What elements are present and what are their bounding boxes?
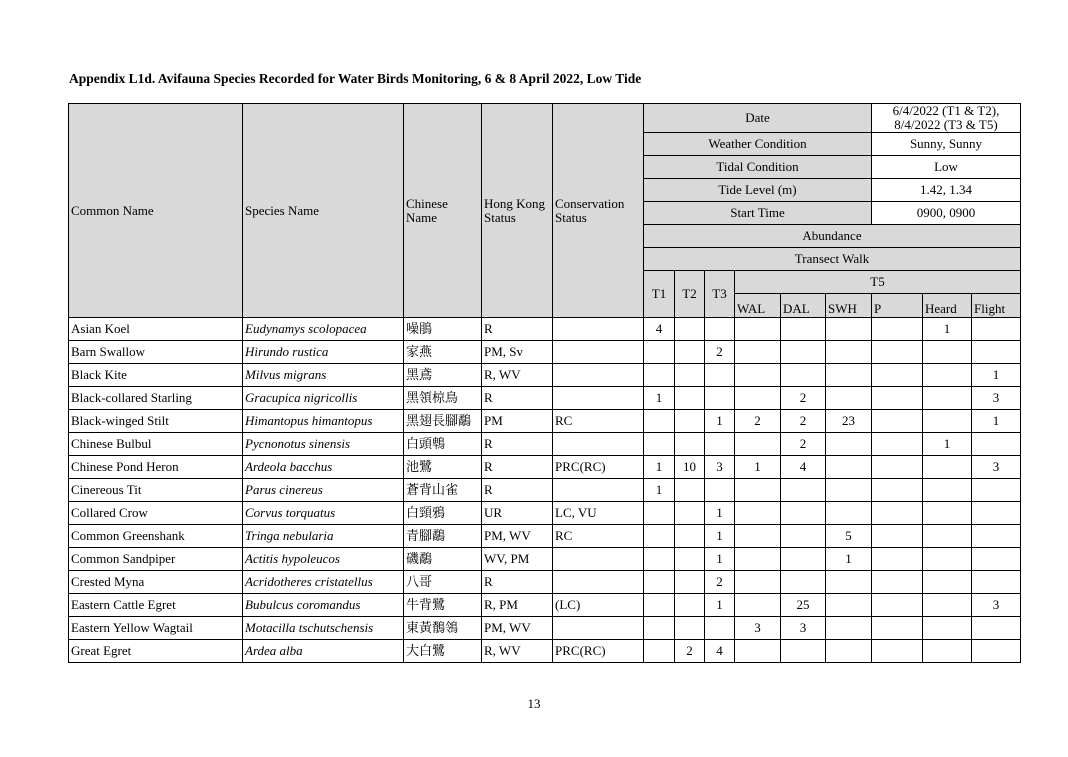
conservation-status-cell: RC (553, 525, 644, 548)
common-name-cell: Chinese Bulbul (69, 433, 243, 456)
page-number: 13 (527, 696, 541, 711)
wal-count-cell: 2 (735, 410, 781, 433)
flight-count-cell (972, 525, 1021, 548)
hk-status-cell: R, WV (482, 640, 553, 663)
hk-status-cell: R (482, 571, 553, 594)
header-weather-value: Sunny, Sunny (872, 133, 1021, 156)
dal-count-cell (781, 341, 826, 364)
flight-count-cell (972, 548, 1021, 571)
conservation-status-cell (553, 364, 644, 387)
flight-count-cell (972, 617, 1021, 640)
heard-count-cell (923, 364, 972, 387)
t3-count-cell (705, 387, 735, 410)
hk-status-cell: PM, Sv (482, 341, 553, 364)
t2-count-cell (675, 341, 705, 364)
wal-count-cell (735, 318, 781, 341)
conservation-status-cell (553, 387, 644, 410)
swh-count-cell (826, 571, 872, 594)
t2-count-cell (675, 479, 705, 502)
wal-count-cell (735, 387, 781, 410)
swh-count-cell (826, 387, 872, 410)
flight-count-cell: 1 (972, 364, 1021, 387)
p-count-cell (872, 318, 923, 341)
swh-count-cell (826, 617, 872, 640)
chinese-name-cell: 池鷺 (404, 456, 482, 479)
wal-count-cell (735, 364, 781, 387)
swh-count-cell (826, 433, 872, 456)
t2-count-cell: 10 (675, 456, 705, 479)
t1-count-cell (644, 433, 675, 456)
chinese-name-cell: 大白鷺 (404, 640, 482, 663)
t3-count-cell (705, 433, 735, 456)
common-name-cell: Common Sandpiper (69, 548, 243, 571)
heard-count-cell (923, 571, 972, 594)
header-transect-walk: Transect Walk (644, 248, 1021, 271)
species-name-cell: Ardea alba (243, 640, 404, 663)
swh-count-cell (826, 594, 872, 617)
t1-count-cell (644, 410, 675, 433)
heard-count-cell: 1 (923, 318, 972, 341)
t2-count-cell (675, 364, 705, 387)
heard-count-cell (923, 594, 972, 617)
t3-count-cell: 1 (705, 410, 735, 433)
t1-count-cell (644, 502, 675, 525)
header-tide-level-value: 1.42, 1.34 (872, 179, 1021, 202)
hk-status-cell: R (482, 433, 553, 456)
header-hk-status: Hong Kong Status (482, 104, 553, 318)
heard-count-cell (923, 617, 972, 640)
hk-status-cell: PM, WV (482, 617, 553, 640)
swh-count-cell (826, 341, 872, 364)
flight-count-cell (972, 479, 1021, 502)
swh-count-cell: 5 (826, 525, 872, 548)
chinese-name-cell: 八哥 (404, 571, 482, 594)
header-swh: SWH (826, 294, 872, 318)
header-wal: WAL (735, 294, 781, 318)
species-name-cell: Parus cinereus (243, 479, 404, 502)
chinese-name-cell: 白頸鴉 (404, 502, 482, 525)
dal-count-cell: 4 (781, 456, 826, 479)
chinese-name-cell: 青腳鷸 (404, 525, 482, 548)
species-name-cell: Milvus migrans (243, 364, 404, 387)
chinese-name-cell: 黑鳶 (404, 364, 482, 387)
conservation-status-cell (553, 341, 644, 364)
flight-count-cell: 3 (972, 456, 1021, 479)
header-tidal-value: Low (872, 156, 1021, 179)
t3-count-cell (705, 617, 735, 640)
species-name-cell: Tringa nebularia (243, 525, 404, 548)
conservation-status-cell (553, 617, 644, 640)
chinese-name-cell: 磯鷸 (404, 548, 482, 571)
hk-status-cell: R (482, 387, 553, 410)
dal-count-cell (781, 525, 826, 548)
hk-status-cell: UR (482, 502, 553, 525)
dal-count-cell: 2 (781, 433, 826, 456)
header-conservation-status: Conservation Status (553, 104, 644, 318)
heard-count-cell (923, 387, 972, 410)
species-name-cell: Himantopus himantopus (243, 410, 404, 433)
common-name-cell: Barn Swallow (69, 341, 243, 364)
common-name-cell: Eastern Yellow Wagtail (69, 617, 243, 640)
species-name-cell: Acridotheres cristatellus (243, 571, 404, 594)
table-row (69, 341, 1021, 364)
header-start-time-value: 0900, 0900 (872, 202, 1021, 225)
common-name-cell: Great Egret (69, 640, 243, 663)
swh-count-cell: 23 (826, 410, 872, 433)
chinese-name-cell: 噪鵑 (404, 318, 482, 341)
species-name-cell: Hirundo rustica (243, 341, 404, 364)
flight-count-cell (972, 502, 1021, 525)
dal-count-cell (781, 318, 826, 341)
header-flight: Flight (972, 294, 1021, 318)
dal-count-cell (781, 479, 826, 502)
hk-status-cell: R (482, 479, 553, 502)
table-row (69, 525, 1021, 548)
wal-count-cell (735, 341, 781, 364)
p-count-cell (872, 364, 923, 387)
heard-count-cell (923, 502, 972, 525)
chinese-name-cell: 東黃鶺鴒 (404, 617, 482, 640)
species-name-cell: Corvus torquatus (243, 502, 404, 525)
common-name-cell: Collared Crow (69, 502, 243, 525)
chinese-name-cell: 黑領椋鳥 (404, 387, 482, 410)
wal-count-cell: 3 (735, 617, 781, 640)
swh-count-cell: 1 (826, 548, 872, 571)
conservation-status-cell: LC, VU (553, 502, 644, 525)
t3-count-cell (705, 318, 735, 341)
t2-count-cell (675, 548, 705, 571)
conservation-status-cell (553, 479, 644, 502)
t3-count-cell: 1 (705, 594, 735, 617)
swh-count-cell (826, 364, 872, 387)
table-body (69, 318, 1021, 663)
common-name-cell: Crested Myna (69, 571, 243, 594)
header-common-name: Common Name (69, 104, 243, 318)
conservation-status-cell: PRC(RC) (553, 640, 644, 663)
conservation-status-cell (553, 318, 644, 341)
table-row (69, 318, 1021, 341)
species-name-cell: Ardeola bacchus (243, 456, 404, 479)
wal-count-cell (735, 479, 781, 502)
flight-count-cell: 3 (972, 594, 1021, 617)
t3-count-cell: 1 (705, 548, 735, 571)
flight-count-cell (972, 571, 1021, 594)
table-row (69, 364, 1021, 387)
species-name-cell: Bubulcus coromandus (243, 594, 404, 617)
header-start-time-label: Start Time (644, 202, 872, 225)
table-row (69, 571, 1021, 594)
t1-count-cell (644, 364, 675, 387)
header-date-value: 6/4/2022 (T1 & T2), 8/4/2022 (T3 & T5) (872, 104, 1021, 133)
common-name-cell: Common Greenshank (69, 525, 243, 548)
species-name-cell: Motacilla tschutschensis (243, 617, 404, 640)
t2-count-cell (675, 387, 705, 410)
swh-count-cell (826, 456, 872, 479)
t1-count-cell (644, 341, 675, 364)
p-count-cell (872, 341, 923, 364)
swh-count-cell (826, 479, 872, 502)
dal-count-cell: 2 (781, 387, 826, 410)
wal-count-cell (735, 571, 781, 594)
p-count-cell (872, 571, 923, 594)
dal-count-cell (781, 502, 826, 525)
species-name-cell: Eudynamys scolopacea (243, 318, 404, 341)
t2-count-cell (675, 318, 705, 341)
swh-count-cell (826, 640, 872, 663)
t3-count-cell: 4 (705, 640, 735, 663)
p-count-cell (872, 410, 923, 433)
t3-count-cell: 1 (705, 502, 735, 525)
common-name-cell: Asian Koel (69, 318, 243, 341)
t3-count-cell (705, 364, 735, 387)
t1-count-cell: 1 (644, 387, 675, 410)
table-row (69, 479, 1021, 502)
conservation-status-cell: RC (553, 410, 644, 433)
table-header (69, 104, 1021, 318)
t1-count-cell (644, 571, 675, 594)
dal-count-cell: 25 (781, 594, 826, 617)
t1-count-cell (644, 640, 675, 663)
header-abundance: Abundance (644, 225, 1021, 248)
hk-status-cell: R, PM (482, 594, 553, 617)
header-t2: T2 (675, 271, 705, 318)
header-chinese-name: Chinese Name (404, 104, 482, 318)
header-dal: DAL (781, 294, 826, 318)
wal-count-cell (735, 548, 781, 571)
chinese-name-cell: 家燕 (404, 341, 482, 364)
p-count-cell (872, 387, 923, 410)
species-name-cell: Actitis hypoleucos (243, 548, 404, 571)
heard-count-cell (923, 456, 972, 479)
t2-count-cell: 2 (675, 640, 705, 663)
t1-count-cell (644, 525, 675, 548)
t2-count-cell (675, 525, 705, 548)
header-t5: T5 (735, 271, 1021, 294)
p-count-cell (872, 640, 923, 663)
p-count-cell (872, 525, 923, 548)
t2-count-cell (675, 410, 705, 433)
flight-count-cell: 1 (972, 410, 1021, 433)
t3-count-cell: 3 (705, 456, 735, 479)
flight-count-cell (972, 318, 1021, 341)
hk-status-cell: R (482, 318, 553, 341)
common-name-cell: Eastern Cattle Egret (69, 594, 243, 617)
header-t3: T3 (705, 271, 735, 318)
chinese-name-cell: 牛背鷺 (404, 594, 482, 617)
conservation-status-cell (553, 571, 644, 594)
t3-count-cell: 2 (705, 341, 735, 364)
conservation-status-cell: PRC(RC) (553, 456, 644, 479)
conservation-status-cell: (LC) (553, 594, 644, 617)
wal-count-cell (735, 594, 781, 617)
t1-count-cell (644, 548, 675, 571)
p-count-cell (872, 502, 923, 525)
t2-count-cell (675, 617, 705, 640)
table-row (69, 410, 1021, 433)
common-name-cell: Black Kite (69, 364, 243, 387)
heard-count-cell (923, 525, 972, 548)
species-table (68, 103, 1021, 663)
p-count-cell (872, 456, 923, 479)
header-heard: Heard (923, 294, 972, 318)
common-name-cell: Cinereous Tit (69, 479, 243, 502)
common-name-cell: Black-collared Starling (69, 387, 243, 410)
header-tide-level-label: Tide Level (m) (644, 179, 872, 202)
wal-count-cell (735, 502, 781, 525)
wal-count-cell (735, 525, 781, 548)
hk-status-cell: WV, PM (482, 548, 553, 571)
dal-count-cell: 2 (781, 410, 826, 433)
wal-count-cell (735, 640, 781, 663)
hk-status-cell: PM, WV (482, 525, 553, 548)
flight-count-cell (972, 433, 1021, 456)
t1-count-cell (644, 617, 675, 640)
flight-count-cell: 3 (972, 387, 1021, 410)
header-tidal-label: Tidal Condition (644, 156, 872, 179)
table-row (69, 433, 1021, 456)
swh-count-cell (826, 318, 872, 341)
flight-count-cell (972, 640, 1021, 663)
heard-count-cell (923, 341, 972, 364)
t1-count-cell: 1 (644, 456, 675, 479)
table-row (69, 456, 1021, 479)
species-name-cell: Pycnonotus sinensis (243, 433, 404, 456)
p-count-cell (872, 617, 923, 640)
p-count-cell (872, 433, 923, 456)
table-row (69, 640, 1021, 663)
hk-status-cell: R, WV (482, 364, 553, 387)
t2-count-cell (675, 502, 705, 525)
species-name-cell: Gracupica nigricollis (243, 387, 404, 410)
table-row (69, 548, 1021, 571)
heard-count-cell (923, 640, 972, 663)
page-title: Appendix L1d. Avifauna Species Recorded for Water Birds Monitoring, 6 & 8 April 2022, Low Tide (69, 71, 642, 86)
dal-count-cell (781, 640, 826, 663)
t3-count-cell: 1 (705, 525, 735, 548)
chinese-name-cell: 蒼背山雀 (404, 479, 482, 502)
table-row (69, 502, 1021, 525)
heard-count-cell (923, 479, 972, 502)
hk-status-cell: PM (482, 410, 553, 433)
t2-count-cell (675, 571, 705, 594)
t1-count-cell: 4 (644, 318, 675, 341)
hk-status-cell: R (482, 456, 553, 479)
dal-count-cell (781, 548, 826, 571)
chinese-name-cell: 白頭鵯 (404, 433, 482, 456)
table-row (69, 387, 1021, 410)
p-count-cell (872, 594, 923, 617)
conservation-status-cell (553, 548, 644, 571)
p-count-cell (872, 479, 923, 502)
dal-count-cell: 3 (781, 617, 826, 640)
t2-count-cell (675, 433, 705, 456)
flight-count-cell (972, 341, 1021, 364)
conservation-status-cell (553, 433, 644, 456)
table-row (69, 617, 1021, 640)
heard-count-cell: 1 (923, 433, 972, 456)
dal-count-cell (781, 571, 826, 594)
common-name-cell: Black-winged Stilt (69, 410, 243, 433)
wal-count-cell (735, 433, 781, 456)
common-name-cell: Chinese Pond Heron (69, 456, 243, 479)
header-weather-label: Weather Condition (644, 133, 872, 156)
dal-count-cell (781, 364, 826, 387)
t3-count-cell (705, 479, 735, 502)
heard-count-cell (923, 548, 972, 571)
swh-count-cell (826, 502, 872, 525)
t2-count-cell (675, 594, 705, 617)
header-t1: T1 (644, 271, 675, 318)
t1-count-cell: 1 (644, 479, 675, 502)
table-row (69, 594, 1021, 617)
header-p: P (872, 294, 923, 318)
t3-count-cell: 2 (705, 571, 735, 594)
wal-count-cell: 1 (735, 456, 781, 479)
p-count-cell (872, 548, 923, 571)
chinese-name-cell: 黑翅長腳鷸 (404, 410, 482, 433)
heard-count-cell (923, 410, 972, 433)
header-species-name: Species Name (243, 104, 404, 318)
header-date-label: Date (644, 104, 872, 133)
t1-count-cell (644, 594, 675, 617)
